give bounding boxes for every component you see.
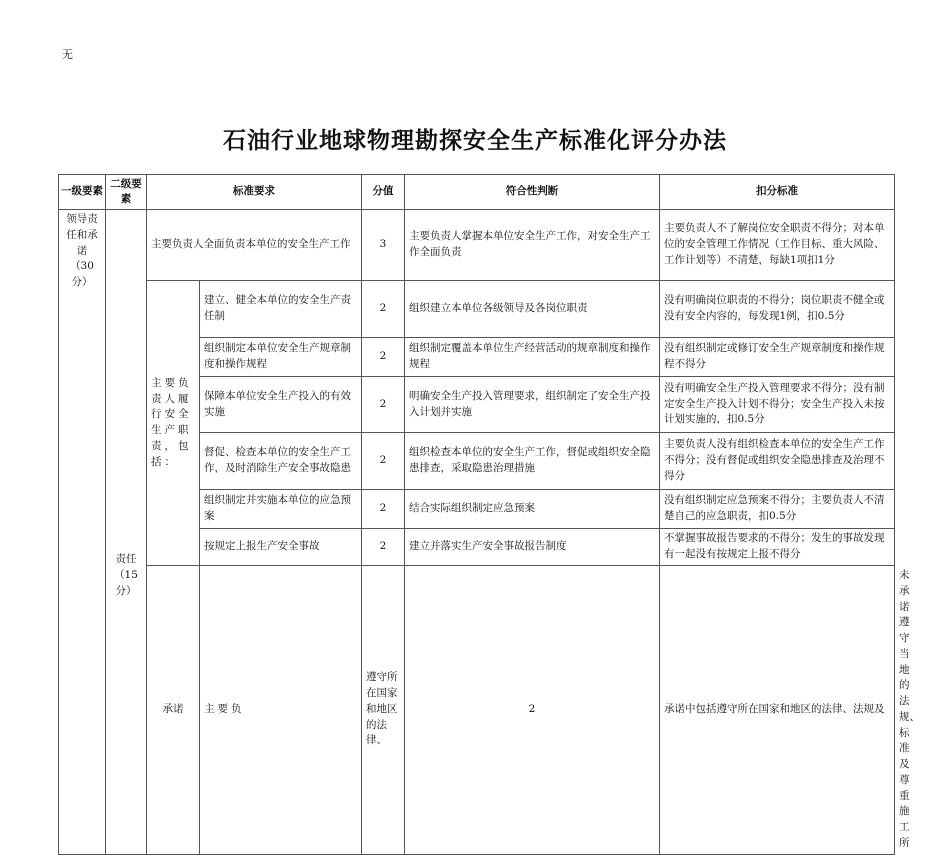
score-cell: 2 xyxy=(362,433,405,490)
deduction-cell: 主要负责人没有组织检查本单位的安全生产工作不得分；没有督促或组织安全隐患排查及治理不得分 xyxy=(660,433,895,490)
score-cell: 2 xyxy=(362,529,405,566)
table-row xyxy=(59,210,895,281)
header-deduction: 扣分标准 xyxy=(660,175,895,210)
table-row: 承诺 主要负 遵守所在国家和地区的法律、 2 承诺中包括遵守所在国家和地区的法律、法规及 未承诺遵守当地的法规、标准及尊重施工所 xyxy=(59,566,895,855)
judgement-cell: 组织制定覆盖本单位生产经营活动的规章制度和操作规程 xyxy=(405,338,660,377)
header-level2: 二级要素 xyxy=(106,175,147,210)
score-cell: 2 xyxy=(362,490,405,529)
requirement-cell: 按规定上报生产安全事故 xyxy=(200,529,362,566)
level1-points: （30分） xyxy=(70,260,94,288)
document-title: 石油行业地球物理勘探安全生产标准化评分办法 xyxy=(223,127,727,154)
requirement-cell: 遵守所在国家和地区的法律、 xyxy=(362,566,405,855)
requirement-cell: 组织制定本单位安全生产规章制度和操作规程 xyxy=(200,338,362,377)
level2-points: （15分） xyxy=(114,568,138,597)
score-cell: 2 xyxy=(405,566,660,855)
score-cell: 2 xyxy=(362,377,405,433)
level2-name: 责任 xyxy=(115,553,137,566)
requirement-cell: 主要负责人全面负责本单位的安全生产工作 xyxy=(147,210,362,281)
level1-name: 领导责任和承诺 xyxy=(66,213,98,257)
judgement-cell: 主要负责人掌握本单位安全生产工作，对安全生产工作全面负责 xyxy=(405,210,660,281)
scoring-table xyxy=(58,174,920,855)
header-requirement: 标准要求 xyxy=(147,175,362,210)
requirement-cell: 建立、健全本单位的安全生产责任制 xyxy=(200,281,362,338)
judgement-cell: 组织建立本单位各级领导及各岗位职责 xyxy=(405,281,660,338)
requirement-cell: 保障本单位安全生产投入的有效实施 xyxy=(200,377,362,433)
deduction-cell: 没有组织制定或修订安全生产规章制度和操作规程不得分 xyxy=(660,338,895,377)
judgement-cell: 组织检查本单位的安全生产工作，督促或组织安全隐患排查，采取隐患治理措施 xyxy=(405,433,660,490)
header-score: 分值 xyxy=(362,175,405,210)
deduction-cell: 不掌握事故报告要求的不得分；发生的事故发现有一起没有按规定上报不得分 xyxy=(660,529,895,566)
header-level1: 一级要素 xyxy=(59,175,106,210)
deduction-cell: 没有明确岗位职责的不得分；岗位职责不健全或没有安全内容的，每发现1例，扣0.5分 xyxy=(660,281,895,338)
requirement-cell: 组织制定并实施本单位的应急预案 xyxy=(200,490,362,529)
header-judgement: 符合性判断 xyxy=(405,175,660,210)
judgement-cell: 明确安全生产投入管理要求，组织制定了安全生产投入计划并实施 xyxy=(405,377,660,433)
judgement-cell: 承诺中包括遵守所在国家和地区的法律、法规及 xyxy=(660,566,895,855)
score-cell: 3 xyxy=(362,210,405,281)
judgement-cell: 结合实际组织制定应急预案 xyxy=(405,490,660,529)
level2-responsibility-cell xyxy=(106,210,147,855)
level2-commitment-cell: 承诺 xyxy=(147,566,200,855)
level1-cell xyxy=(59,210,106,855)
deduction-cell: 没有明确安全生产投入管理要求不得分；没有制定安全生产投入计划不得分；安全生产投入未按计划实施的，扣0.5分 xyxy=(660,377,895,433)
deduction-cell: 没有组织制定应急预案不得分；主要负责人不清楚自己的应急职责，扣0.5分 xyxy=(660,490,895,529)
header-corner-text: 无 xyxy=(62,48,73,61)
score-cell: 2 xyxy=(362,338,405,377)
judgement-cell: 建立并落实生产安全事故报告制度 xyxy=(405,529,660,566)
table-row xyxy=(59,281,895,338)
deduction-cell: 主要负责人不了解岗位安全职责不得分；对本单位的安全管理工作情况（工作目标、重大风险、工作计划等）不清楚，每缺1项扣1分 xyxy=(660,210,895,281)
score-cell: 2 xyxy=(362,281,405,338)
requirement-cell: 督促、检查本单位的安全生产工作，及时消除生产安全事故隐患 xyxy=(200,433,362,490)
commitment-label: 主要负 xyxy=(200,566,362,855)
sub-group-label: 主要负责人履行安全生产职责，包括： xyxy=(147,281,200,566)
table-header-row xyxy=(59,175,895,210)
